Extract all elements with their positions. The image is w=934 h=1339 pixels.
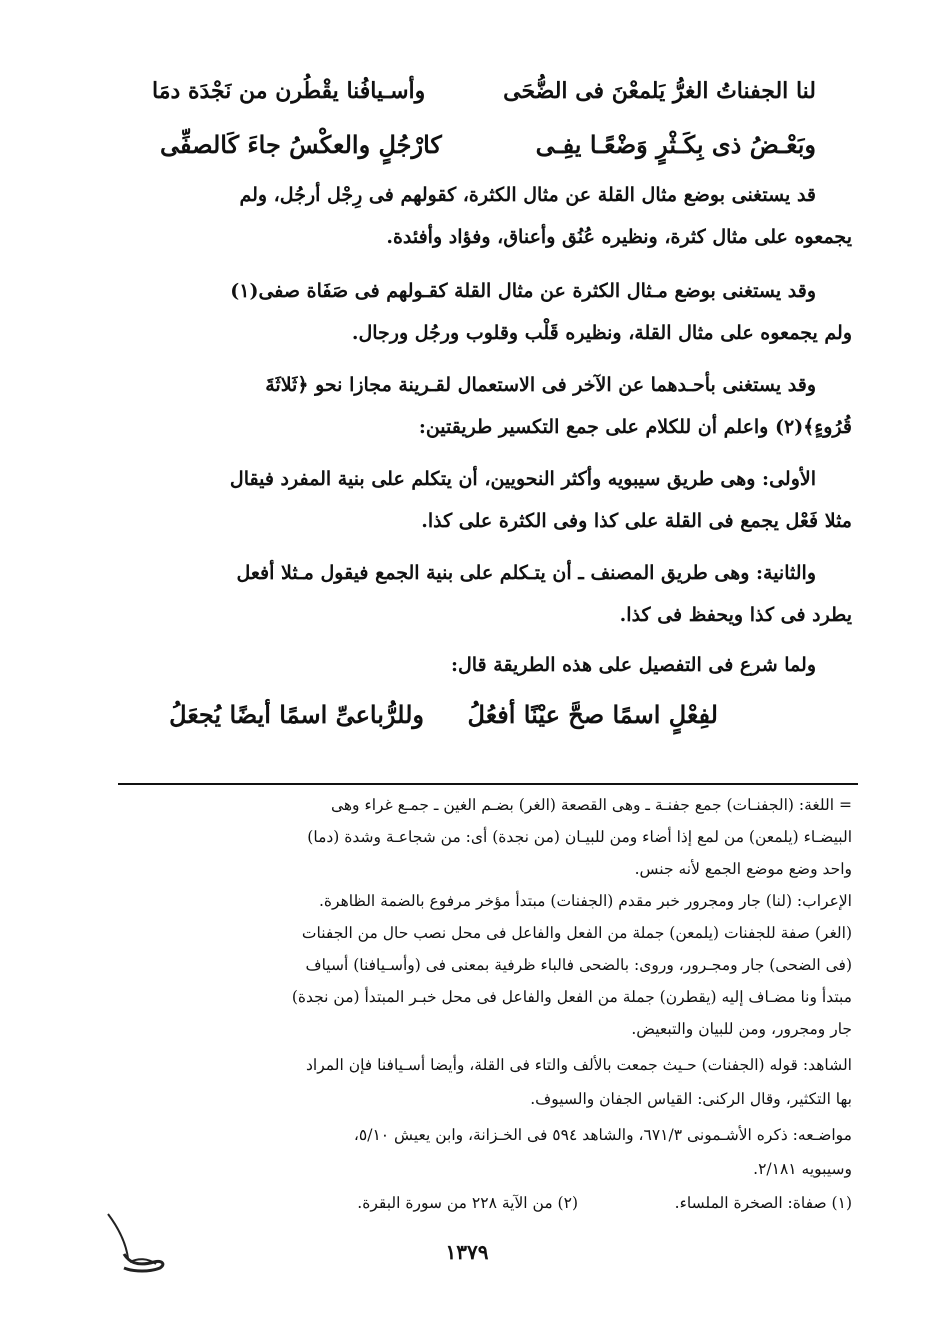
paragraph-3-line-2: قُرُوءٍ﴾(٢) واعلم أن للكلام على جمع التكسير طريقتين: [418,416,852,438]
footnote-line-6: (فى الضحى) جار ومجـرور، وروى: بالضحى فالباء ظرفية بمعنى فى (وأسـيافنا) أسياف [305,956,852,974]
footnote-line-1: = اللغة: (الجفنـات) جمع جفنـة ـ وهى القصعة (الغر) بضـم الغين ـ جمـع غراء وهى [330,796,852,814]
note-2: (٢) من الآية ٢٢٨ من سورة البقرة. [357,1194,578,1212]
paragraph-1-line-2: يجمعوه على مثال كثرة، ونظيره عُنُق وأعناق، وفؤاد وأفئدة. [386,226,852,248]
page-number: ١٣٧٩ [445,1240,489,1264]
paragraph-2-line-2: ولم يجمعوه على مثال القلة، ونظيره قَلْب وقلوب ورجُل ورجال. [351,322,852,344]
footnote-separator [118,783,858,785]
footnote-line-4: الإعراب: (لنا) جار ومجرور خبر مقدم (الجفنات) مبتدأ مؤخر مرفوع بالضمة الظاهرة. [318,892,852,910]
bottom-verse-second-hemistich: وللرُّباعىِّ اسمًا أيضًا يُجعَلُ [169,700,424,729]
paragraph-6-line-1: ولما شرع فى التفصيل على هذه الطريقة قال: [450,654,816,676]
footnote-line-7: مبتدأ ونا مضـاف إليه (يقطرن) جملة من الفعل والفاعل فى محل خبـر المبتدأ (من نجدة) [291,988,852,1006]
paragraph-2-line-1: وقد يستغنى بوضع مـثال الكثرة عن مثال القلة كقـولهم فى صَفَاة صفى(١) [230,280,816,302]
bottom-verse-first-hemistich: لفِعْلٍ اسمًا صحَّ عيْنًا أفعُلُ [467,700,718,729]
footnote-line-10: بها التكثير، وقال الركنى: القياس الجفان والسيوف. [530,1090,852,1108]
footnote-line-3: واحد وضع موضع الجمع لأنه جنس. [634,860,852,878]
note-1: (١) صفاة: الصخرة الملساء. [674,1194,852,1212]
footnote-line-12: وسيبويه ٢/١٨١. [753,1160,852,1178]
footnote-line-5: (الغر) صفة للجفنات (يلمعن) جملة من الفعل والفاعل فى محل نصب حال من الجفنات [301,924,852,942]
verse-1-first-hemistich: لنا الجفناتُ الغرُّ يَلمعْنَ فى الضُّحَى [503,78,816,104]
footnote-line-9: الشاهد: قوله (الجفنات) حـيث جمعت بالألف والتاء فى القلة، وأيضا أسـيافنا فإن المراد [306,1056,852,1074]
paragraph-5-line-2: يطرد فى كذا ويحفظ فى كذا. [619,604,852,626]
paragraph-1-line-1: قد يستغنى بوضع مثال القلة عن مثال الكثرة، كقولهم فى رِجْل أرجُل، ولم [239,184,816,206]
verse-2-second-hemistich: كارْجُلٍ والعكْسُ جاءَ كَالصفِّى [160,130,442,159]
footnote-line-8: جار ومجرور، ومن للبيان والتبعيض. [631,1020,852,1038]
paragraph-3-line-1: وقد يستغنى بأحـدهما عن الآخر فى الاستعمال لقـرينة مجازا نحو ﴿ثَلاثَةَ [265,374,816,396]
verse-2-first-hemistich: وبَعْـضُ ذى بِكَـثْرٍ وَضْعًـا يفِـى [535,130,816,159]
paragraph-5-line-1: والثانية: وهى طريق المصنف ـ أن يتـكلم على بنية الجمع فيقول مـثلا أفعل [236,562,816,584]
verse-1-second-hemistich: وأسـيافُنا يقْطُرن من نَجْدَة دمَا [152,78,426,104]
footnote-line-11: مواضـعه: ذكره الأشـمونى ٦٧١/٣، والشاهد ٥٩٤ فى الخـزانة، وابن يعيش ٥/١٠، [353,1126,852,1144]
paragraph-4-line-1: الأولى: وهى طريق سيبويه وأكثر النحويين، أن يتكلم على بنية المفرد فيقال [229,468,816,490]
paragraph-4-line-2: مثلا فَعْل يجمع فى القلة على كذا وفى الكثرة على كذا. [421,510,852,532]
footnote-line-2: البيضـاء (يلمعن) من لمع إذا أضاء ومن للبيـان (من نجدة) أى: من شجاعـة وشدة (دما) [307,828,852,846]
